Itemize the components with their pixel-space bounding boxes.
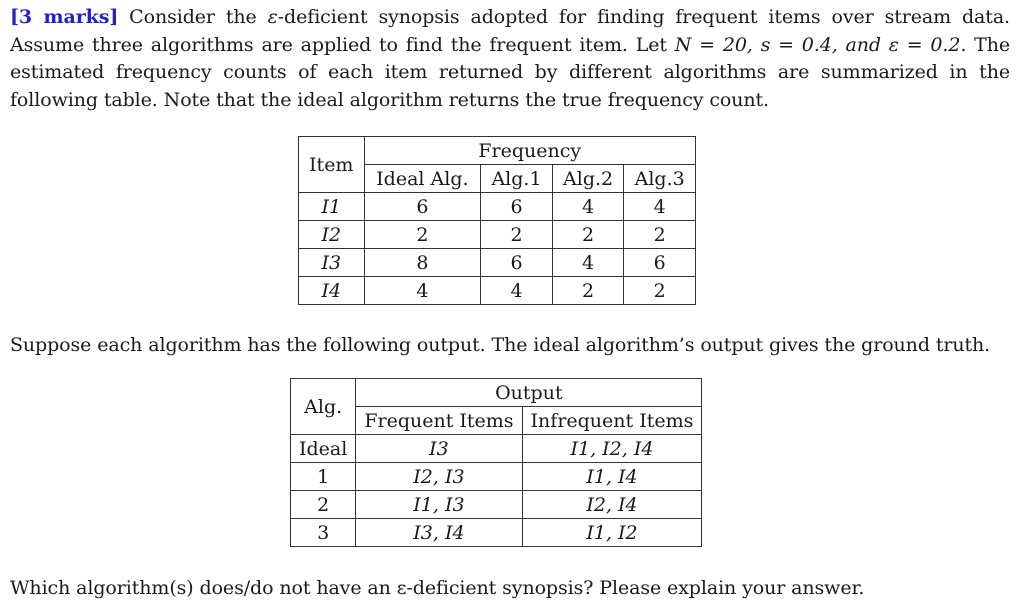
table-row bbox=[291, 435, 702, 463]
value-cell: 2 bbox=[624, 277, 696, 305]
table-row bbox=[299, 249, 696, 277]
alg-cell: 2 bbox=[291, 491, 356, 519]
parameters: N = 20, s = 0.4, and ε = 0.2. bbox=[674, 33, 967, 56]
column-header: Infrequent Items bbox=[522, 407, 702, 435]
infrequent-cell: I1, I2, I4 bbox=[522, 435, 702, 463]
value-cell: 4 bbox=[552, 249, 624, 277]
item-header: Item bbox=[299, 137, 365, 193]
intro-text-2: -deficient synopsis adopted for finding frequent items over stream data. Assume three algorithms are applied to find the frequent item. Let bbox=[10, 6, 1010, 56]
value-cell: 2 bbox=[624, 221, 696, 249]
value-cell: 6 bbox=[624, 249, 696, 277]
frequent-cell: I3, I4 bbox=[356, 519, 522, 547]
frequent-cell: I2, I3 bbox=[356, 463, 522, 491]
question-paragraph: Which algorithm(s) does/do not have an ε-deficient synopsis? Please explain your answer. bbox=[10, 577, 865, 599]
value-cell: 4 bbox=[552, 193, 624, 221]
value-cell: 2 bbox=[552, 221, 624, 249]
value-cell: 2 bbox=[552, 277, 624, 305]
table-row bbox=[291, 463, 702, 491]
epsilon-symbol: ε bbox=[267, 6, 278, 28]
middle-paragraph: Suppose each algorithm has the following output. The ideal algorithm’s output gives the ground truth. bbox=[10, 334, 991, 356]
value-cell: 4 bbox=[624, 193, 696, 221]
value-cell: 6 bbox=[364, 193, 481, 221]
frequency-group-header: Frequency bbox=[364, 137, 695, 165]
marks-label: [3 marks] bbox=[10, 6, 119, 28]
alg-cell: Ideal bbox=[291, 435, 356, 463]
alg-cell: 3 bbox=[291, 519, 356, 547]
frequent-cell: I1, I3 bbox=[356, 491, 522, 519]
column-header: Ideal Alg. bbox=[364, 165, 481, 193]
column-header: Frequent Items bbox=[356, 407, 522, 435]
intro-text-3: The estimated frequency counts of each item returned by different algorithms are summarized in the following table. Note that the ideal algorithm returns the true frequency count. bbox=[10, 33, 1010, 111]
table-row bbox=[299, 221, 696, 249]
table-row bbox=[291, 519, 702, 547]
infrequent-cell: I2, I4 bbox=[522, 491, 702, 519]
item-cell: I3 bbox=[299, 249, 365, 277]
infrequent-cell: I1, I4 bbox=[522, 463, 702, 491]
value-cell: 2 bbox=[481, 221, 553, 249]
infrequent-cell: I1, I2 bbox=[522, 519, 702, 547]
table-row bbox=[299, 277, 696, 305]
column-header: Alg.3 bbox=[624, 165, 696, 193]
value-cell: 6 bbox=[481, 193, 553, 221]
intro-paragraph bbox=[10, 4, 1010, 114]
value-cell: 8 bbox=[364, 249, 481, 277]
alg-header: Alg. bbox=[291, 379, 356, 435]
intro-text-1: Consider the bbox=[118, 6, 268, 28]
column-header: Alg.1 bbox=[481, 165, 553, 193]
output-table bbox=[290, 378, 702, 547]
alg-cell: 1 bbox=[291, 463, 356, 491]
table-row bbox=[299, 193, 696, 221]
value-cell: 4 bbox=[364, 277, 481, 305]
value-cell: 2 bbox=[364, 221, 481, 249]
frequency-table bbox=[298, 136, 696, 305]
value-cell: 6 bbox=[481, 249, 553, 277]
frequent-cell: I3 bbox=[356, 435, 522, 463]
value-cell: 4 bbox=[481, 277, 553, 305]
item-cell: I2 bbox=[299, 221, 365, 249]
item-cell: I4 bbox=[299, 277, 365, 305]
table-row bbox=[291, 491, 702, 519]
output-group-header: Output bbox=[356, 379, 702, 407]
item-cell: I1 bbox=[299, 193, 365, 221]
column-header: Alg.2 bbox=[552, 165, 624, 193]
